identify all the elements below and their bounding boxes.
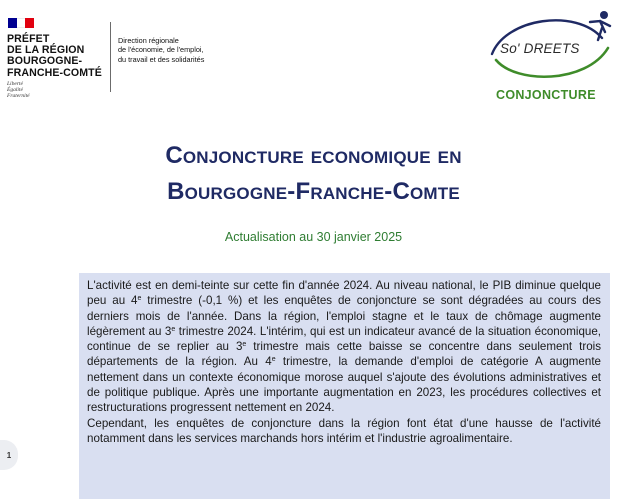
section-label: CONJONCTURE [496, 88, 596, 102]
summary-box [79, 273, 610, 499]
summary-paragraph-2: Cependant, les enquêtes de conjoncture dans la région font état d'une hausse de l'activité notamment dans les services marchands hors intérim et l'industrie agroalimentaire. [87, 416, 601, 445]
summary-paragraph-1: L'activité est en demi-teinte sur cette fin d'année 2024. Au niveau national, le PIB diminue quelque peu au 4e trimestre (-0,1 %) et les enquêtes de conjoncture se sont dégradées au cours des derniers mois de l'année. Dans la région, l'emploi stagne et le taux de chômage augmente légèrement au 3e trimestre 2024. L'intérim, qui est un indicateur avancé de la situation économique, continue de se replier au 3e trimestre mais cette baisse se concentre dans seulement trois départements de la région. Au 4e trimestre, la demande d'emploi de catégorie A augmente nettement dans un contexte économique morose auquel s'ajoute des évolutions administratives et de politique publique. Après une importante augmentation en 2023, les procédures collectives et restructurations progressent nettement en 2024. [87, 279, 602, 415]
header-divider [110, 22, 111, 92]
prefecture-title: PRÉFET DE LA RÉGION BOURGOGNE- FRANCHE-COMTÉ [7, 33, 102, 79]
page-number: 1 [0, 440, 18, 470]
logo-name: So' DREETS [500, 41, 580, 56]
marianne-flag-icon [8, 18, 34, 28]
prefecture-logo-block [7, 18, 107, 99]
republic-motto: Liberté Égalité Fraternité [7, 80, 30, 99]
document-date: Actualisation au 30 janvier 2025 [224, 230, 403, 244]
document-title: Conjoncture economique en Bourgogne-Franche-Comte [165, 142, 462, 205]
so-dreets-logo [486, 8, 616, 104]
direction-name: Direction régionale de l'économie, de l'emploi, du travail et des solidarités [118, 36, 205, 64]
